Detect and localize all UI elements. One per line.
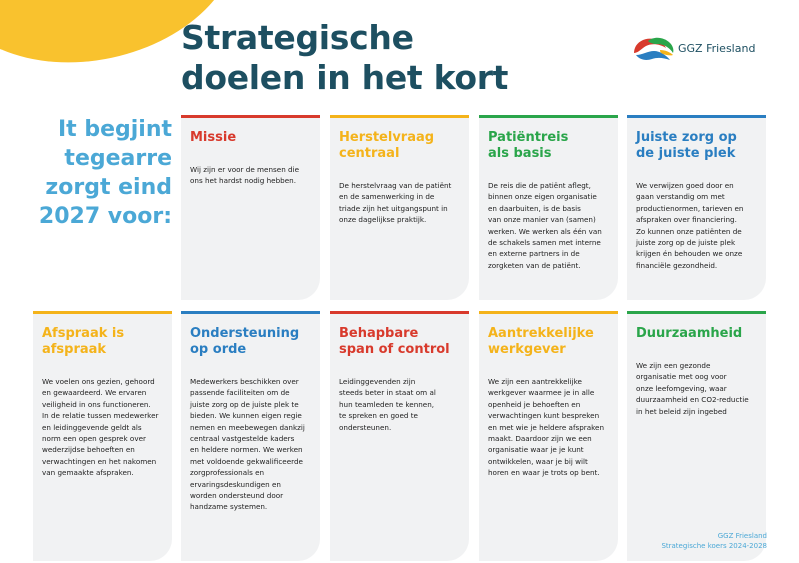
card-body-line: krijgen én behouden we onze	[636, 249, 743, 259]
page-title-line: Strategische	[181, 18, 414, 57]
tagline-line: 2027 voor:	[38, 204, 172, 229]
footer-document-name: Strategische koers 2024-2028	[661, 542, 767, 550]
card-body-line: nemen en meebewegen dankzij	[190, 422, 305, 432]
card-body-line: verwachtingen en het nakomen	[42, 456, 157, 466]
card-body-line: maakt. Daardoor zijn we een	[488, 434, 592, 444]
card-body-line: te spreken en goed te	[339, 411, 418, 421]
card-body-line: zorgketen van de patiënt.	[488, 260, 581, 270]
logo-text: GGZ Friesland	[678, 42, 756, 55]
card-body	[488, 180, 608, 271]
card-body-line: norm een open gesprek over	[42, 434, 146, 444]
card-behapbare-span-of-control	[330, 311, 469, 561]
card-body-line: organisatie waar je je kunt	[488, 445, 584, 455]
card-title-line: Afspraak is	[42, 326, 125, 341]
card-body-line: financiële gezondheid.	[636, 260, 718, 270]
card-body-line: openheid je behoeften en	[488, 399, 581, 409]
card-body-line: werken. We werken als één van	[488, 226, 602, 236]
card-title	[339, 130, 459, 162]
card-body-line: horen en waar je trots op bent.	[488, 468, 600, 478]
card-duurzaamheid	[627, 311, 766, 561]
card-title-line: als basis	[488, 146, 552, 161]
card-body-line: ontwikkelen, waar je bij wilt	[488, 456, 588, 466]
card-aantrekkelijke-werkgever	[479, 311, 618, 561]
card-body-line: en de samenwerking in de	[339, 192, 435, 202]
card-ondersteuning-op-orde	[181, 311, 320, 561]
card-title-line: Behapbare	[339, 326, 419, 341]
card-body-line: wederzijdse behoeften en	[42, 445, 135, 455]
card-body-line: en gewaardeerd. We ervaren	[42, 388, 147, 398]
card-body-line: hun teamleden te kennen,	[339, 399, 435, 409]
card-title-line: op orde	[190, 342, 247, 357]
card-title-line: Aantrekkelijke	[488, 326, 594, 341]
card-herstelvraag-centraal	[330, 115, 469, 300]
card-body	[636, 180, 756, 271]
card-body	[636, 360, 756, 417]
ggz-friesland-logo	[630, 33, 780, 65]
card-juiste-zorg-op-de-juiste-plek	[627, 115, 766, 300]
card-title-line: Patiëntreis	[488, 130, 569, 145]
card-title-line: werkgever	[488, 342, 566, 357]
footer	[661, 531, 767, 551]
card-body-line: handzame systemen.	[190, 502, 268, 512]
card-title	[488, 326, 608, 358]
card-afspraak-is-afspraak	[33, 311, 172, 561]
card-body-line: gaan verstandig om met	[636, 192, 725, 202]
card-body-line: steeds beter in staat om al	[339, 388, 436, 398]
card-body-line: van onze manier van (samen)	[488, 215, 596, 225]
card-body-line: De reis die de patiënt aflegt,	[488, 181, 591, 190]
card-body-line: en heldere normen. We werken	[190, 445, 303, 455]
card-body	[190, 376, 310, 513]
card-title-line: Ondersteuning	[190, 326, 300, 341]
card-body-line: ervaringsdeskundigen en	[190, 479, 281, 489]
card-body-line: De herstelvraag van de patiënt	[339, 181, 452, 190]
card-title-line: afspraak	[42, 342, 107, 357]
card-body-line: afspraken over financiering.	[636, 215, 737, 225]
footer-organisation: GGZ Friesland	[717, 532, 767, 540]
card-body	[190, 164, 310, 187]
card-body-line: Leidinggevenden zijn	[339, 377, 416, 386]
card-title-line: Juiste zorg op	[636, 130, 737, 145]
tagline-line: zorgt eind	[45, 175, 172, 200]
card-body-line: de schakels samen met interne	[488, 238, 601, 248]
card-title-line: Missie	[190, 130, 237, 145]
card-body-line: centraal vastgestelde kaders	[190, 434, 295, 444]
card-body-line: en daarbuiten, is de basis	[488, 203, 581, 213]
card-body-line: verwachtingen kunt bespreken	[488, 411, 600, 421]
card-body-line: zorgprofessionals en	[190, 468, 265, 478]
card-body	[42, 376, 162, 479]
card-body-line: met voldoende gekwalificeerde	[190, 456, 303, 466]
card-body-line: onze leefomgeving, waar	[636, 383, 727, 393]
card-body-line: ondersteunen.	[339, 422, 392, 432]
card-body-line: juiste zorg op de juiste plek	[636, 238, 736, 248]
card-body-line: organisatie met oog voor	[636, 372, 727, 382]
card-title	[190, 130, 310, 146]
card-body-line: We verwijzen goed door en	[636, 181, 734, 190]
card-title	[488, 130, 608, 162]
card-body-line: en externe partners in de	[488, 249, 580, 259]
card-title-line: centraal	[339, 146, 400, 161]
card-title-line: span of control	[339, 342, 450, 357]
card-title-line: Duurzaamheid	[636, 326, 743, 341]
card-body	[488, 376, 608, 479]
tagline-line: tegearre	[64, 146, 172, 171]
card-title	[190, 326, 310, 358]
card-body-line: werkgever waarmee je in alle	[488, 388, 595, 398]
card-body-line: productienormen, tarieven en	[636, 203, 744, 213]
page-title	[181, 18, 508, 98]
logo-mark-icon	[630, 33, 676, 65]
card-body-line: juiste zorg op de juiste plek te	[190, 399, 299, 409]
card-body-line: passende faciliteiten om de	[190, 388, 290, 398]
card-body-line: triade zijn het uitgangspunt in	[339, 203, 448, 213]
card-body-line: binnen onze eigen organisatie	[488, 192, 597, 202]
card-body-line: en leidinggevende geldt als	[42, 422, 142, 432]
card-body	[339, 180, 459, 226]
card-body-line: bieden. We kunnen eigen regie	[190, 411, 302, 421]
card-title	[636, 130, 756, 162]
card-body-line: worden ondersteund door	[190, 491, 284, 501]
card-title	[339, 326, 459, 358]
card-missie	[181, 115, 320, 300]
card-body-line: We zijn een gezonde	[636, 361, 711, 370]
card-body-line: van gemaakte afspraken.	[42, 468, 134, 478]
card-title	[636, 326, 756, 342]
card-title-line: Herstelvraag	[339, 130, 435, 145]
card-body-line: In de relatie tussen medewerker	[42, 411, 159, 421]
card-body-line: We zijn een aantrekkelijke	[488, 377, 582, 386]
card-patientreis-als-basis	[479, 115, 618, 300]
card-body-line: in het beleid zijn ingebed	[636, 406, 727, 416]
page-title-line: doelen in het kort	[181, 58, 509, 97]
tagline-line: It begjint	[57, 117, 172, 142]
card-title-line: de juiste plek	[636, 146, 736, 161]
card-title	[42, 326, 162, 358]
card-body-line: duurzaamheid en CO2-reductie	[636, 395, 749, 405]
card-body-line: ons het hardst nodig hebben.	[190, 176, 296, 186]
tagline	[10, 115, 172, 231]
card-body-line: Zo kunnen onze patiënten de	[636, 226, 742, 236]
card-body-line: onze dagelijkse praktijk.	[339, 215, 427, 225]
card-body-line: Medewerkers beschikken over	[190, 377, 299, 386]
card-body-line: en met wie je heldere afspraken	[488, 422, 605, 432]
card-body-line: We voelen ons gezien, gehoord	[42, 377, 155, 386]
card-body	[339, 376, 459, 433]
card-body-line: veiligheid in ons functioneren.	[42, 399, 151, 409]
card-body-line: Wij zijn er voor de mensen die	[190, 165, 300, 174]
